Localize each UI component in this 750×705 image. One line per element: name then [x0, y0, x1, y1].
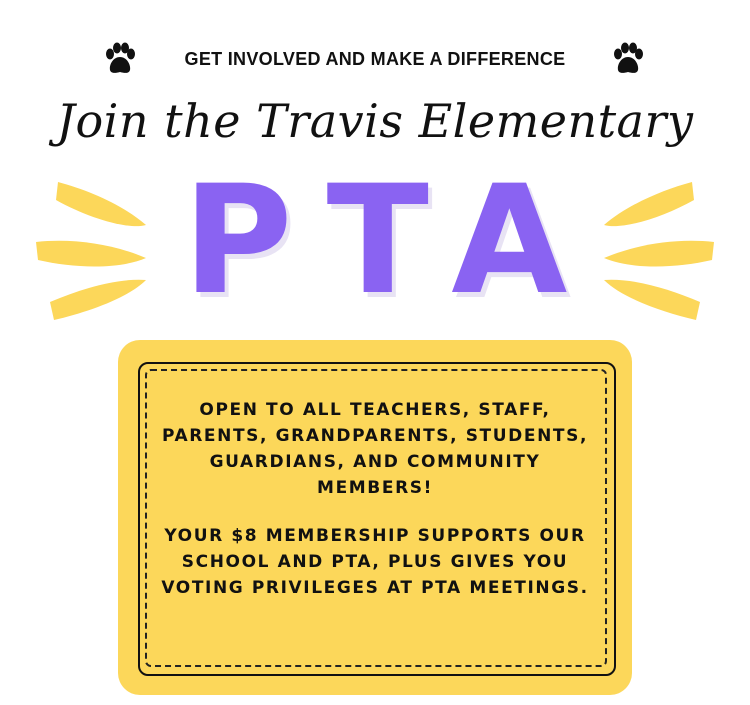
- membership-text: YOUR $8 MEMBERSHIP SUPPORTS OUR SCHOOL AND PTA, PLUS GIVES YOU VOTING PRIVILEGES AT PTA MEETINGS.: [161, 526, 589, 598]
- tagline: GET INVOLVED AND MAKE A DIFFERENCE: [184, 49, 566, 69]
- script-title: Join the Travis Elementary: [56, 94, 694, 148]
- eligibility-text: OPEN TO ALL TEACHERS, STAFF, PARENTS, GRANDPARENTS, STUDENTS, GUARDIANS, AND COMMUNITY MEMBERS!: [161, 400, 589, 498]
- pta-heading: PTA: [182, 154, 602, 328]
- paw-print-icon: [100, 40, 140, 80]
- header-tagline-row: [0, 40, 750, 80]
- paw-print-icon: [608, 40, 648, 80]
